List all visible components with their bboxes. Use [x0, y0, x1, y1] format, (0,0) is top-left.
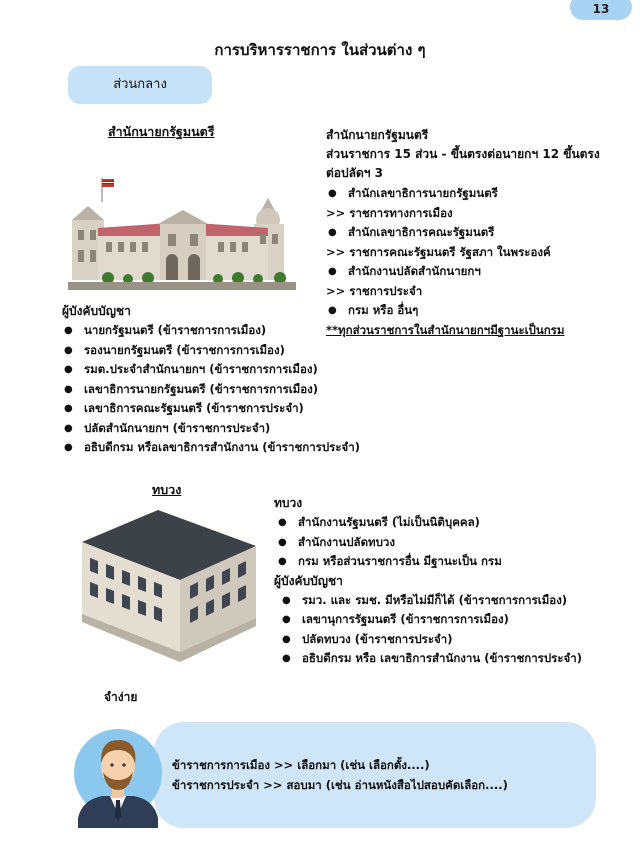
remember-label: จำง่าย — [104, 690, 138, 704]
commander-item: ● รองนายกรัฐมนตรี (ข้าราชการการเมือง) — [62, 341, 360, 361]
ministry-item: ● กรม หรือส่วนราชการอื่น มีฐานะเป็น กรม — [276, 552, 582, 572]
government-house-image — [68, 176, 296, 292]
ministry-commander-item: ● อธิบดีกรม หรือ เลขาธิการสำนักงาน (ข้าราชการประจำ) — [280, 649, 582, 669]
ministry-right-column — [274, 494, 582, 669]
ministry-commander-item: ● รมว. และ รมช. มีหรือไม่มีก็ได้ (ข้าราชการการเมือง) — [280, 591, 582, 611]
pm-office-item-arrow: >> ราชการทางการเมือง — [326, 205, 453, 220]
pm-office-item: ● สำนักเลขาธิการคณะรัฐมนตรี — [326, 223, 600, 243]
pm-office-right-column — [326, 126, 600, 340]
commander-item: ● อธิบดีกรม หรือเลขาธิการสำนักงาน (ข้าราชการประจำ) — [62, 438, 360, 458]
remember-line-political: ข้าราชการการเมือง >> เลือกมา (เช่น เลือกตั้ง....) — [172, 758, 430, 772]
pm-office-item: ● สำนักเลขาธิการนายกรัฐมนตรี — [326, 184, 600, 204]
commander-item: ● นายกรัฐมนตรี (ข้าราชการการเมือง) — [62, 321, 360, 341]
pm-office-heading: สำนักนายกรัฐมนตรี — [108, 124, 215, 139]
commander-item: ● รมต.ประจำสำนักนายกฯ (ข้าราชการการเมือง) — [62, 360, 360, 380]
pm-office-note: **ทุกส่วนราชการในสำนักนายกฯมีฐานะเป็นกรม — [326, 322, 565, 337]
pm-office-item: ● กรม หรือ อื่นๆ — [326, 301, 600, 321]
page-number: 13 — [570, 0, 632, 20]
page-title: การบริหารราชการ ในส่วนต่าง ๆ — [214, 41, 426, 59]
remember-text — [172, 755, 508, 795]
remember-line-civil: ข้าราชการประจำ >> สอบมา (เช่น อ่านหนังสือไปสอบคัดเลือก....) — [172, 778, 508, 792]
pm-office-agency-count: ส่วนราชการ 15 ส่วน - ขึ้นตรงต่อนายกฯ 12 ขึ้นตรง — [326, 147, 600, 161]
ministry-commander-item: ● ปลัดทบวง (ข้าราชการประจำ) — [280, 630, 582, 650]
section-pill: ส่วนกลาง — [68, 66, 212, 104]
pm-office-item: ● สำนักงานปลัดสำนักนายกฯ — [326, 262, 600, 282]
pm-office-commanders-heading: ผู้บังคับบัญชา — [62, 304, 131, 318]
ministry-right-title: ทบวง — [274, 496, 303, 510]
ministry-building-image — [78, 502, 260, 670]
pm-office-agency-count-cont: ต่อปลัดฯ 3 — [326, 166, 384, 180]
pm-office-item-arrow: >> ราชการคณะรัฐมนตรี รัฐสภา ในพระองค์ — [326, 244, 551, 259]
ministry-item: ● สำนักงานรัฐมนตรี (ไม่เป็นนิติบุคคล) — [276, 513, 582, 533]
ministry-heading: ทบวง — [152, 482, 182, 497]
pm-office-commanders — [62, 302, 360, 458]
ministry-commander-item: ● เลขานุการรัฐมนตรี (ข้าราชการการเมือง) — [280, 610, 582, 630]
pm-office-item-arrow: >> ราชการประจำ — [326, 283, 423, 298]
commander-item: ● เลขาธิการนายกรัฐมนตรี (ข้าราชการการเมือง) — [62, 380, 360, 400]
ministry-item: ● สำนักงานปลัดทบวง — [276, 533, 582, 553]
avatar — [72, 718, 164, 828]
commander-item: ● เลขาธิการคณะรัฐมนตรี (ข้าราชการประจำ) — [62, 399, 360, 419]
commander-item: ● ปลัดสำนักนายกฯ (ข้าราชการประจำ) — [62, 419, 360, 439]
pm-office-right-title: สำนักนายกรัฐมนตรี — [326, 128, 429, 142]
ministry-commanders-heading: ผู้บังคับบัญชา — [274, 573, 343, 588]
